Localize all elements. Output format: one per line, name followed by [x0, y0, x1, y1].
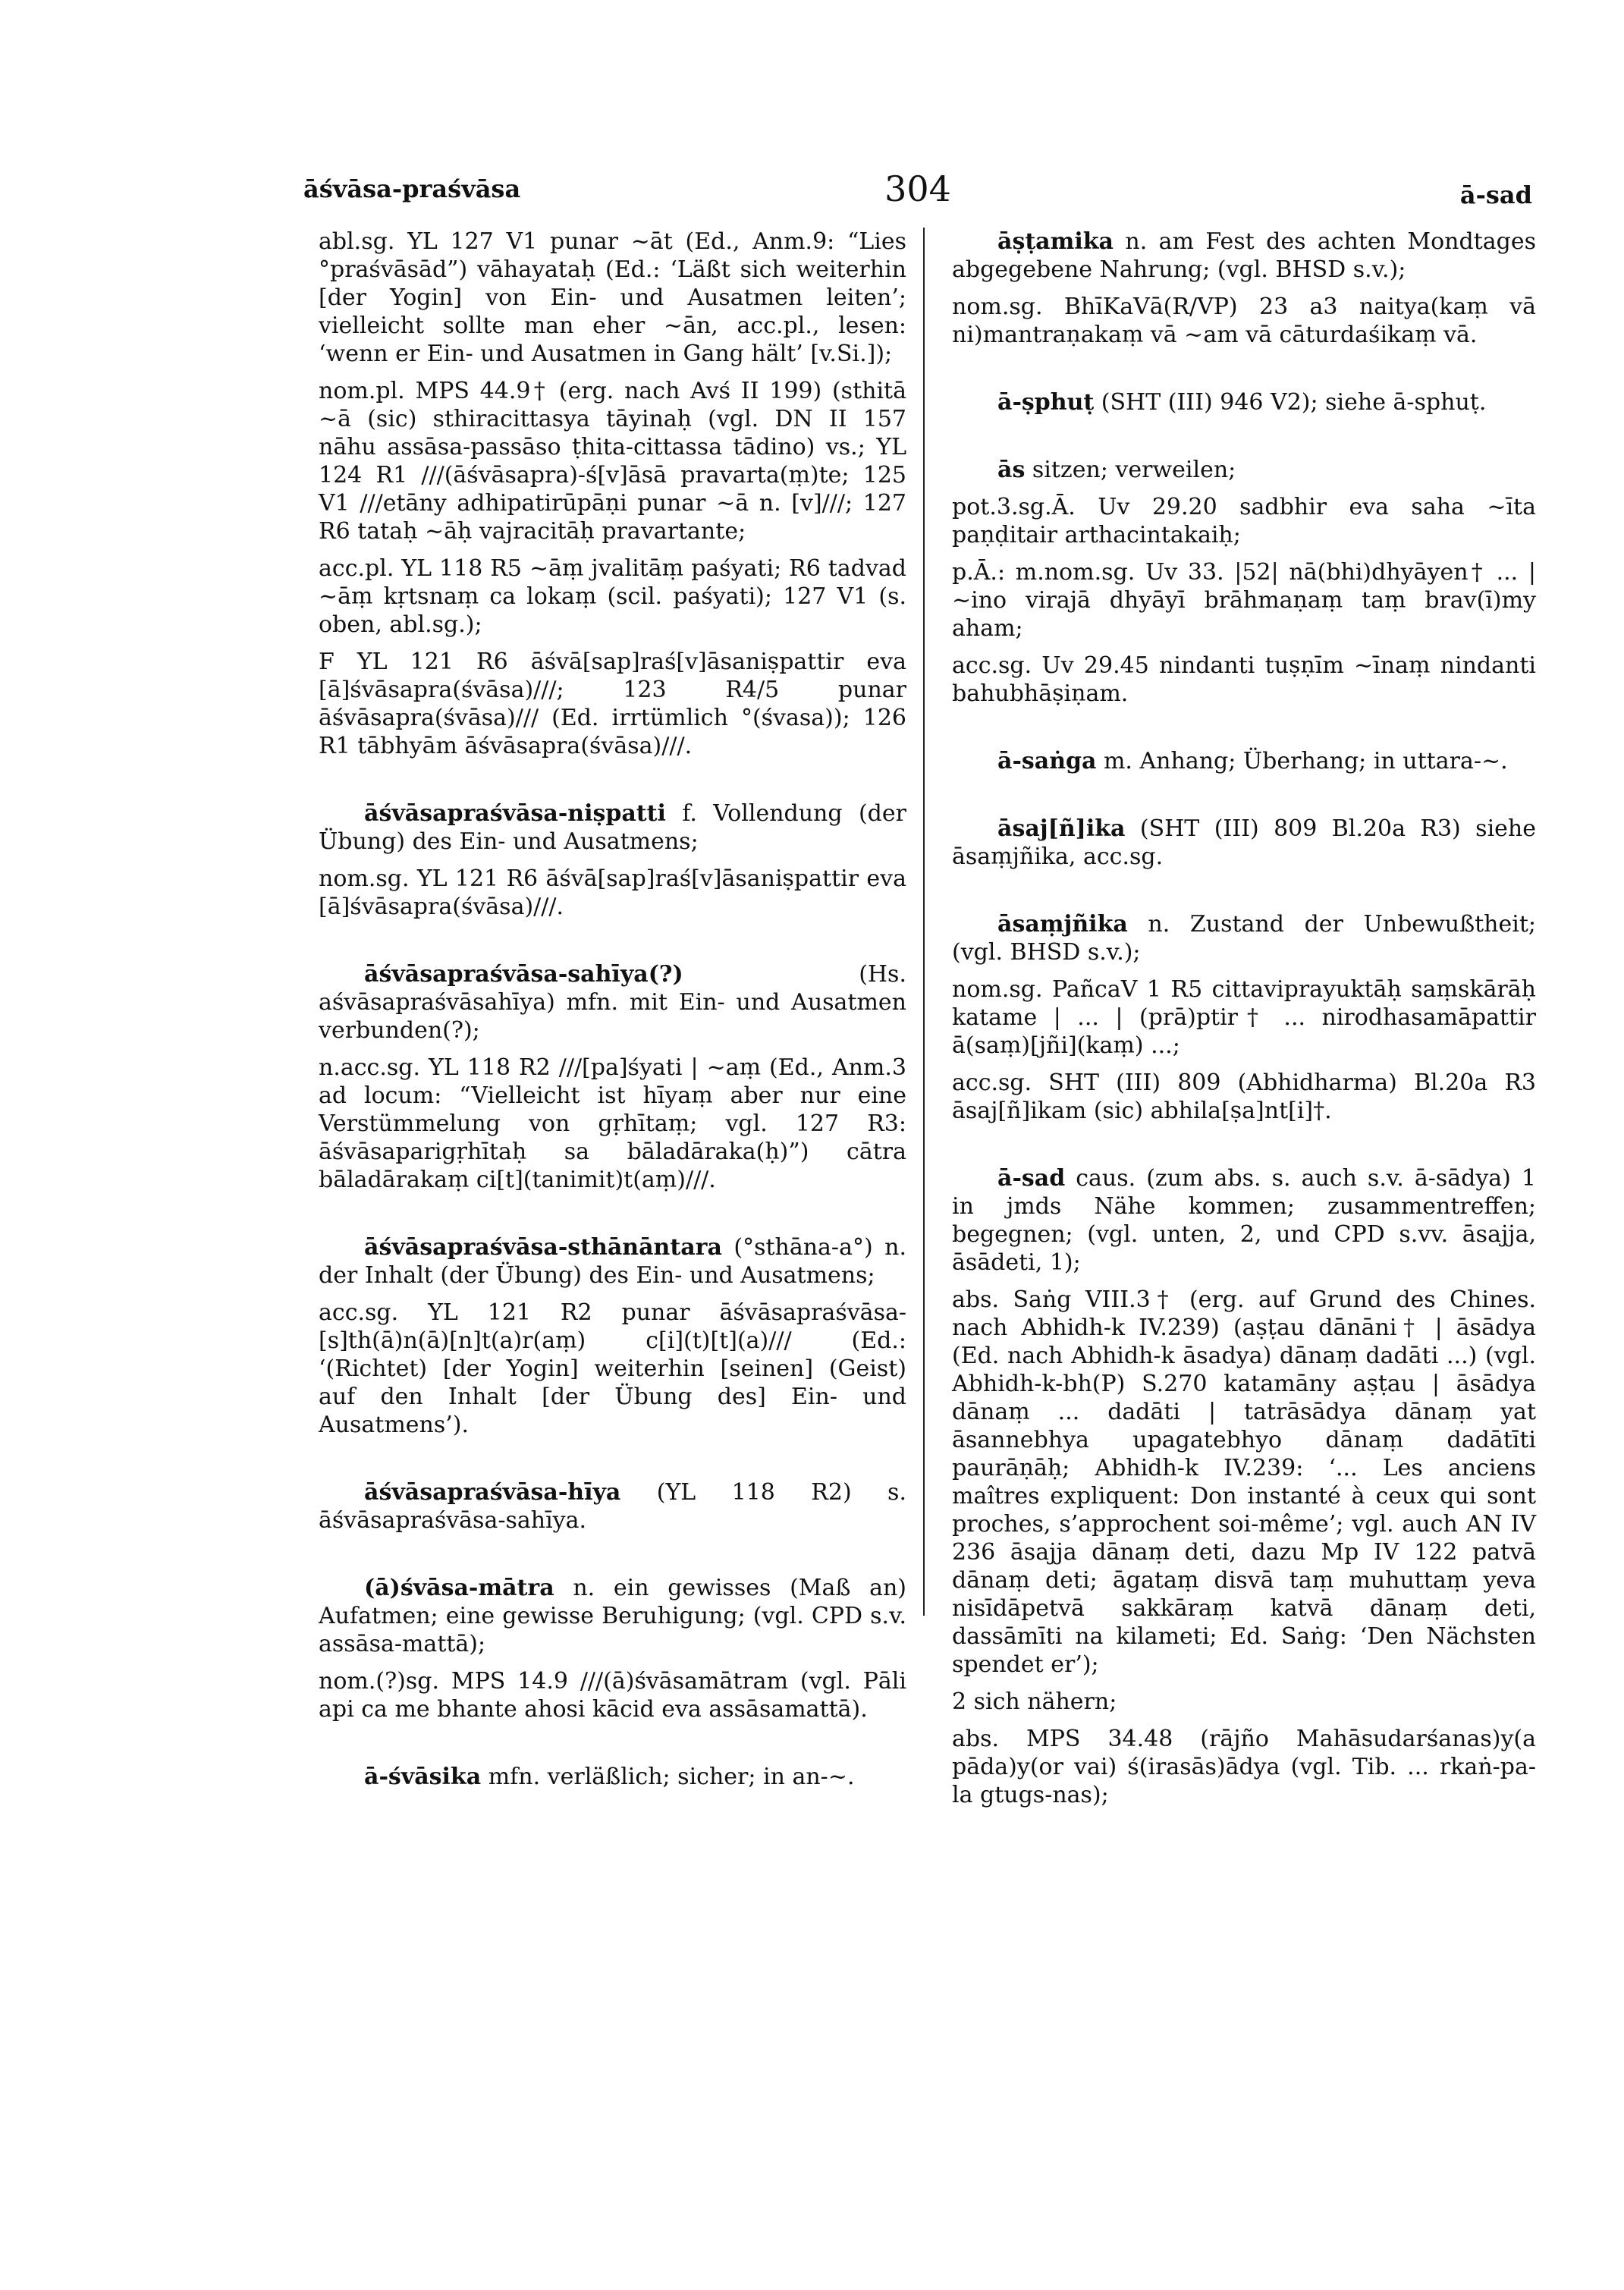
entry-gloss: m. Anhang; Überhang; in uttara-~. — [1096, 748, 1508, 774]
entry-gloss: caus. (zum abs. s. auch s.v. ā-sādya) 1 in jmds Nähe kommen; zusammentreffen; begegnen; (vgl. unten, 2, und CPD s.vv. āsajja, āsādeti, 1); — [952, 1165, 1536, 1276]
entry-definition — [319, 960, 906, 1044]
citation-paragraph: abl.sg. YL 127 V1 punar ~āt (Ed., Anm.9: “Lies °praśvāsād”) vāhayataḥ (Ed.: ‘Läßt sich weiterhin [der Yogin] von Ein- und Ausatmen leiten’; vielleicht sollte man eher ~ān, acc.pl., lesen: ‘wenn er Ein- und Ausatmen in Gang hält’ [v.Si.]); — [319, 228, 906, 367]
dictionary-entry — [952, 456, 1536, 708]
citation-paragraph: nom.sg. YL 121 R6 āśvā[sap]raś[v]āsaniṣpattir eva [ā]śvāsapra(śvāsa)///. — [319, 865, 906, 920]
citation-paragraph: acc.sg. YL 121 R2 punar āśvāsapraśvāsa-[s]th(ā)n(ā)[n]t(a)r(aṃ) c[i](t)[t](a)/// (Ed.: ‘(Richtet) [der Yogin] weiterhin [seinen] (Geist) auf den Inhalt [der Übung des] Ein- und Ausatmens’). — [319, 1299, 906, 1438]
entry-headword: āśvāsapraśvāsa-sahīya(?) — [364, 961, 683, 988]
citation-paragraph: nom.(?)sg. MPS 14.9 ///(ā)śvāsamātram (vgl. Pāli api ca me bhante ahosi kācid eva assāsamattā). — [319, 1668, 906, 1723]
entry-definition — [952, 228, 1536, 284]
entry-gloss: (°sthāna-a°) n. der Inhalt (der Übung) des Ein- und Ausatmens; — [319, 1234, 906, 1289]
entry-headword: ā-sad — [997, 1165, 1066, 1192]
page-number: 304 — [884, 168, 951, 209]
header-right-headword: ā-sad — [1459, 181, 1532, 209]
dictionary-entry — [319, 799, 906, 921]
entry-definition — [319, 1478, 906, 1535]
entry-headword: ās — [997, 457, 1026, 483]
entry-definition — [952, 910, 1536, 966]
column-divider — [923, 228, 925, 1616]
entry-definition — [952, 388, 1536, 416]
entry-definition — [319, 799, 906, 856]
citation-paragraph: 2 sich nähern; — [952, 1688, 1117, 1715]
entry-gloss: f. Vollendung (der Übung) des Ein- und Ausatmens; — [319, 800, 906, 855]
dictionary-entry — [952, 910, 1536, 1125]
entry-definition — [952, 456, 1536, 484]
citation-paragraph: nom.sg. BhīKaVā(R/VP) 23 a3 naitya(kaṃ vā ni)mantraṇakaṃ vā ~am vā cāturdaśikaṃ vā. — [952, 294, 1536, 348]
citation-paragraph: acc.pl. YL 118 R5 ~āṃ jvalitāṃ paśyati; R6 tadvad ~āṃ kṛtsnaṃ ca lokaṃ (scil. paśyati); 127 V1 (s. oben, abl.sg.); — [319, 555, 906, 638]
citation-paragraph: nom.pl. MPS 44.9† (erg. nach Avś II 199) (sthitā ~ā (sic) sthiracittasya tāyinaḥ (vgl. DN II 157 nāhu assāsa-passāso ṭhita-cittassa tādino) vs.; YL 124 R1 ///(āśvāsapra)-ś[v]āsā pravarta(ṃ)te; 125 V1 ///etāny adhipatirūpāṇi punar ~ā n. [v]///; 127 R6 tataḥ ~āḥ vajracitāḥ pravartante; — [319, 378, 906, 545]
entry-headword: āśvāsapraśvāsa-sthānāntara — [364, 1234, 722, 1261]
dictionary-entry — [319, 1233, 906, 1439]
entry-headword: āsaj[ñ]ika — [997, 815, 1126, 842]
entry-definition — [319, 1763, 906, 1791]
citation-paragraph: n.acc.sg. YL 118 R2 ///[pa]śyati | ~aṃ (Ed., Anm.3 ad locum: “Vielleicht ist hīyaṃ aber nur eine Verstümmelung von gṛhītaṃ; vgl. 127 R3: āśvāsaparigṛhītaḥ sa bāladāraka(ḥ)”) cātra bāladārakaṃ ci[t](tanimit)t(aṃ)///. — [319, 1054, 906, 1193]
entry-headword: ā-śvāsika — [364, 1764, 482, 1790]
entry-gloss: (SHT (III) 809 Bl.20a R3) siehe āsaṃjñika, acc.sg. — [952, 815, 1536, 870]
entry-gloss: (SHT (III) 946 V2); siehe ā-sphuṭ. — [1094, 389, 1487, 416]
entry-headword: āśvāsapraśvāsa-niṣpatti — [364, 800, 666, 827]
entry-headword: ā-saṅga — [997, 748, 1097, 774]
dictionary-entry — [319, 1478, 906, 1535]
entry-headword: ā-ṣphuṭ — [997, 389, 1095, 416]
entry-definition — [952, 815, 1536, 871]
entry-gloss: sitzen; verweilen; — [1025, 457, 1236, 483]
entry-definition — [319, 1233, 906, 1289]
right-column — [952, 228, 1536, 1849]
citation-paragraph: pot.3.sg.Ā. Uv 29.20 sadbhir eva saha ~īta paṇḍitair arthacintakaiḥ; — [952, 494, 1536, 548]
citation-paragraph: abs. Saṅg VIII.3† (erg. auf Grund des Chines. nach Abhidh-k IV.239) (aṣṭau dānāni† | āsādya (Ed. nach Abhidh-k āsadya) dānaṃ dadāti ...) (vgl. Abhidh-k-bh(P) S.270 katamāny aṣṭau | āsādya dānaṃ ... dadāti | tatrāsādya dānaṃ yat āsannebhya upagatebhyo dānaṃ dadātīti paurāṇāḥ; Abhidh-k IV.239: ‘... Les anciens maîtres expliquent: Don instanté à ceux qui sont proches, s’approchent soi-même’; vgl. auch AN IV 236 āsajja dānaṃ deti, dazu Mp IV 122 patvā dānaṃ deti; āgataṃ disvā taṃ muhuttaṃ yeva nisīdāpetvā sakkāraṃ katvā dānaṃ deti, dassāmīti na kilameti; Ed. Saṅg: ‘Den Nächsten spendet er’); — [952, 1286, 1536, 1678]
entry-definition — [319, 1574, 906, 1658]
running-header — [303, 168, 1532, 221]
dictionary-entry — [952, 815, 1536, 871]
dictionary-entry — [952, 388, 1536, 416]
entry-headword: āṣṭamika — [997, 228, 1114, 255]
entry-headword: (ā)śvāsa-mātra — [364, 1575, 554, 1601]
citation-paragraph: abs. MPS 34.48 (rājño Mahāsudarśanas)y(a pāda)y(or vai) ś(irasās)ādya (vgl. Tib. ... rkaṅ-pa-la gtugs-nas); — [952, 1726, 1536, 1808]
dictionary-entry — [319, 1763, 906, 1791]
dictionary-entry — [952, 228, 1536, 349]
entry-definition — [952, 747, 1536, 775]
entry-gloss: n. ein gewisses (Maß an) Aufatmen; eine gewisse Beruhigung; (vgl. CPD s.v. assāsa-mattā); — [319, 1575, 906, 1657]
dictionary-entry — [319, 1574, 906, 1723]
entry-headword: āsaṃjñika — [997, 911, 1128, 938]
header-left-headword: āśvāsa-praśvāsa — [303, 174, 521, 203]
entry-gloss: (YL 118 R2) s. āśvāsapraśvāsa-sahīya. — [319, 1479, 906, 1534]
entry-gloss: (Hs. aśvāsapraśvāsahīya) mfn. mit Ein- und Ausatmen verbunden(?); — [319, 961, 906, 1044]
dictionary-entry — [952, 747, 1536, 775]
entry-headword: āśvāsapraśvāsa-hīya — [364, 1479, 621, 1506]
citation-paragraph: p.Ā.: m.nom.sg. Uv 33. |52| nā(bhi)dhyāyen† ... | ~ino virajā dhyāyī brāhmaṇaṃ taṃ brav(ī)my aham; — [952, 559, 1536, 642]
citation-paragraph: F YL 121 R6 āśvā[sap]raś[v]āsaniṣpattir eva [ā]śvāsapra(śvāsa)///; 123 R4/5 punar āśvāsapra(śvāsa)/// (Ed. irrtümlich °(śvasa)); 126 R1 tābhyām āśvāsapra(śvāsa)///. — [319, 649, 906, 759]
entry-gloss: mfn. verläßlich; sicher; in an-~. — [481, 1764, 855, 1790]
entry-gloss: n. am Fest des achten Mondtages abgegebene Nahrung; (vgl. BHSD s.v.); — [952, 228, 1536, 283]
citation-paragraph: acc.sg. SHT (III) 809 (Abhidharma) Bl.20a R3 āsaj[ñ]ikam (sic) abhila[ṣa]nt[i]†. — [952, 1070, 1536, 1124]
dictionary-entry — [319, 228, 906, 760]
citation-paragraph: nom.sg. PañcaV 1 R5 cittaviprayuktāḥ saṃskārāḥ katame | ... | (prā)ptir† ... nirodhasamāpattir ā(saṃ)[jñi](kaṃ) ...; — [952, 976, 1536, 1059]
left-column — [319, 228, 906, 1830]
dictionary-entry — [952, 1164, 1536, 1809]
dictionary-entry — [319, 960, 906, 1194]
citation-paragraph: acc.sg. Uv 29.45 nindanti tuṣṇīm ~īnaṃ nindanti bahubhāṣiṇam. — [952, 652, 1536, 707]
entry-definition — [952, 1164, 1536, 1277]
entry-gloss: n. Zustand der Unbewußtheit; (vgl. BHSD s.v.); — [952, 911, 1536, 966]
